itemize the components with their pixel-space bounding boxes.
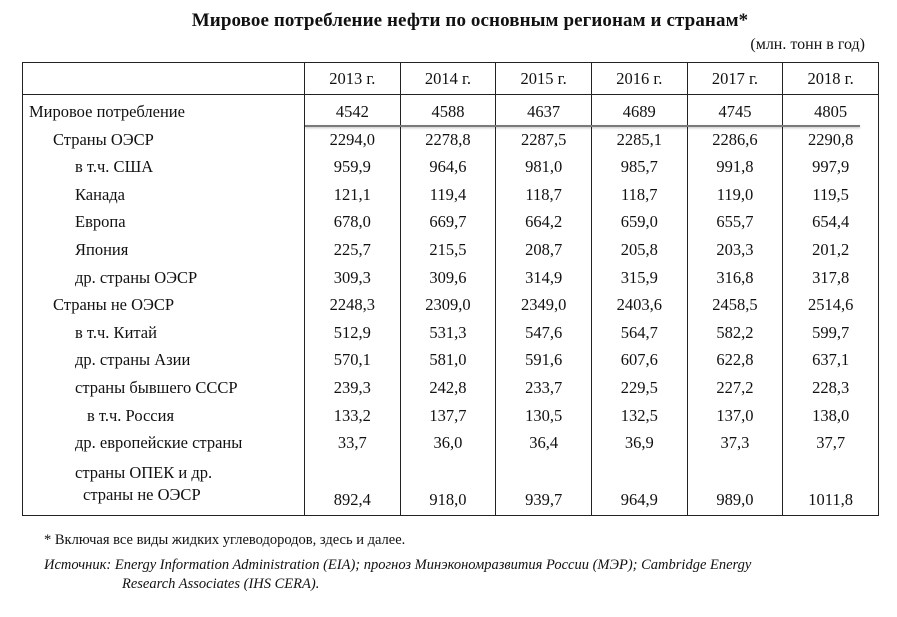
table-cell: 118,7 <box>621 184 658 204</box>
table-cell: 119,5 <box>812 184 849 204</box>
table-cell: 664,2 <box>525 212 563 232</box>
values-list <box>496 98 591 515</box>
table-cell: 622,8 <box>716 350 754 370</box>
table-cell: 959,9 <box>333 157 371 177</box>
table-cell: 607,6 <box>620 350 658 370</box>
table-cell: 37,3 <box>720 433 750 453</box>
row-label: Страны ОЭСР <box>53 129 154 149</box>
values-list <box>688 98 783 515</box>
table-body-row <box>23 95 879 516</box>
row-label: Япония <box>75 239 129 259</box>
source-line: Источник: Energy Information Administration (EIA); прогноз Минэкономразвития России (МЭР); Cambridge Energy <box>44 557 752 573</box>
year-header: 2014 г. <box>400 63 496 95</box>
table-cell: 4805 <box>814 102 848 121</box>
table-cell: 2285,1 <box>616 129 662 149</box>
row-label: в т.ч. Россия <box>87 405 175 425</box>
table-cell: 316,8 <box>716 267 754 287</box>
table-cell: 964,6 <box>429 157 467 177</box>
table-cell: 989,0 <box>716 489 754 509</box>
table-cell: 4542 <box>335 102 369 121</box>
row-label: Страны не ОЭСР <box>53 295 175 315</box>
table-cell: 892,4 <box>333 489 371 509</box>
table-cell: 36,9 <box>624 433 654 453</box>
values-list <box>305 98 400 515</box>
table-cell: 233,7 <box>525 377 563 397</box>
footnote: * Включая все виды жидких углеводородов, здесь и далее. <box>44 532 406 548</box>
table-cell: 317,8 <box>812 267 850 287</box>
table-cell: 36,0 <box>433 433 463 453</box>
row-label: в т.ч. США <box>75 157 154 177</box>
table-cell: 118,7 <box>525 184 562 204</box>
table-cell: 1011,8 <box>808 489 854 509</box>
table-cell: 309,6 <box>429 267 467 287</box>
table-cell: 655,7 <box>716 212 754 232</box>
table-cell: 314,9 <box>525 267 563 287</box>
label-column-header <box>23 63 305 95</box>
table-cell: 2403,6 <box>616 295 662 315</box>
header-row <box>23 63 879 95</box>
row-labels <box>23 98 304 515</box>
table-cell: 242,8 <box>429 377 467 397</box>
table-cell: 570,1 <box>333 350 371 370</box>
table-cell: 228,3 <box>812 377 850 397</box>
table-cell: 130,5 <box>525 405 563 425</box>
table-cell: 2458,5 <box>712 295 758 315</box>
table-cell: 227,2 <box>716 377 754 397</box>
year-column <box>783 95 879 516</box>
table-cell: 315,9 <box>620 267 658 287</box>
values-list <box>592 98 687 515</box>
year-column <box>496 95 592 516</box>
row-label: Канада <box>75 184 125 204</box>
table-cell: 2349,0 <box>520 295 567 315</box>
table-cell: 239,3 <box>333 377 371 397</box>
row-label: Мировое потребление <box>29 102 185 121</box>
table-cell: 997,9 <box>812 157 850 177</box>
year-column <box>305 95 401 516</box>
row-label: в т.ч. Китай <box>75 322 157 342</box>
table-cell: 132,5 <box>620 405 658 425</box>
table-cell: 964,9 <box>620 489 658 509</box>
table-cell: 225,7 <box>333 239 371 259</box>
table-cell: 981,0 <box>525 157 563 177</box>
source-note <box>44 556 874 594</box>
table-cell: 133,2 <box>333 405 371 425</box>
table-cell: 36,4 <box>529 433 559 453</box>
table-cell: 2309,0 <box>425 295 471 315</box>
year-header: 2013 г. <box>305 63 401 95</box>
row-label: страны бывшего СССР <box>75 377 238 397</box>
row-label <box>23 457 304 515</box>
table-cell: 33,7 <box>337 433 367 453</box>
table-cell: 121,1 <box>333 184 371 204</box>
table-cell: 2294,0 <box>329 129 376 149</box>
table-cell: 678,0 <box>333 212 371 232</box>
table-cell: 137,7 <box>429 405 467 425</box>
row-label: др. страны Азии <box>75 350 191 370</box>
table-cell: 229,5 <box>620 377 658 397</box>
table-cell: 637,1 <box>812 350 850 370</box>
world-total-underline <box>305 125 860 127</box>
values-list <box>401 98 496 515</box>
year-header: 2018 г. <box>783 63 879 95</box>
table-cell: 2290,8 <box>807 129 854 149</box>
table-cell: 582,2 <box>716 322 754 342</box>
table-cell: 564,7 <box>620 322 658 342</box>
table-cell: 2278,8 <box>425 129 471 149</box>
units-label: (млн. тонн в год) <box>750 36 865 53</box>
table-cell: 2287,5 <box>520 129 567 149</box>
table-cell: 119,0 <box>716 184 754 204</box>
table-cell: 205,8 <box>620 239 658 259</box>
values-list <box>783 98 878 515</box>
table-cell: 138,0 <box>812 405 850 425</box>
year-header: 2016 г. <box>591 63 687 95</box>
year-column <box>591 95 687 516</box>
consumption-table <box>22 62 879 516</box>
table-cell: 201,2 <box>812 239 850 259</box>
row-label-line: страны ОПЕК и др. <box>75 462 213 482</box>
table-cell: 4689 <box>622 102 656 121</box>
table-cell: 208,7 <box>525 239 563 259</box>
table-cell: 512,9 <box>333 322 371 342</box>
table-cell: 531,3 <box>429 322 467 342</box>
table-cell: 985,7 <box>620 157 658 177</box>
table-cell: 991,8 <box>716 157 754 177</box>
table-cell: 547,6 <box>525 322 563 342</box>
table-cell: 203,3 <box>716 239 754 259</box>
source-line: Research Associates (IHS CERA). <box>122 576 320 592</box>
table-cell: 119,4 <box>429 184 467 204</box>
table-cell: 654,4 <box>812 212 850 232</box>
table-cell: 4745 <box>718 102 752 121</box>
table-cell: 309,3 <box>333 267 371 287</box>
table-cell: 2286,6 <box>712 129 758 149</box>
labels-column <box>23 95 305 516</box>
table-cell: 4588 <box>431 102 465 121</box>
table-cell: 215,5 <box>429 239 467 259</box>
table-cell: 939,7 <box>525 489 563 509</box>
table-title: Мировое потребление нефти по основным регионам и странам* <box>191 10 749 31</box>
year-header: 2015 г. <box>496 63 592 95</box>
row-label: др. страны ОЭСР <box>75 267 198 287</box>
table-cell: 591,6 <box>525 350 563 370</box>
row-label-line: страны не ОЭСР <box>83 484 201 504</box>
table-cell: 669,7 <box>429 212 467 232</box>
year-column <box>400 95 496 516</box>
table-cell: 918,0 <box>429 489 467 509</box>
year-header: 2017 г. <box>687 63 783 95</box>
year-column <box>687 95 783 516</box>
table-cell: 599,7 <box>812 322 850 342</box>
table-cell: 581,0 <box>429 350 467 370</box>
table-cell: 4637 <box>527 102 561 121</box>
table-cell: 2248,3 <box>329 295 376 315</box>
table-cell: 137,0 <box>716 405 754 425</box>
row-label: Европа <box>75 212 126 232</box>
table-cell: 659,0 <box>620 212 658 232</box>
table-cell: 37,7 <box>816 433 846 453</box>
row-label: др. европейские страны <box>75 433 243 453</box>
table-cell: 2514,6 <box>807 295 854 315</box>
